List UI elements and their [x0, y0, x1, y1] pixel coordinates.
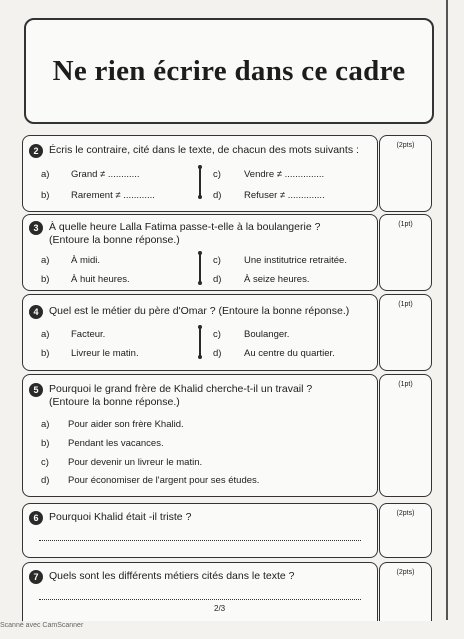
- question-3-box: [22, 214, 378, 291]
- points-box: [379, 294, 432, 371]
- question-6-text: Pourquoi Khalid était -il triste ?: [49, 511, 192, 523]
- option-letter: d): [213, 274, 222, 285]
- points-box: [379, 562, 432, 621]
- question-2-box: [22, 135, 378, 212]
- question-number: 7: [29, 570, 43, 584]
- option-text[interactable]: Pour économiser de l'argent pour ses études.: [68, 475, 260, 486]
- column-divider: [199, 254, 201, 282]
- question-3-instruction: (Entoure la bonne réponse.): [49, 234, 180, 246]
- option-text[interactable]: À seize heures.: [244, 274, 310, 285]
- page-edge: [446, 0, 448, 620]
- option-letter: d): [213, 190, 222, 201]
- option-letter: b): [41, 274, 50, 285]
- option-letter: a): [41, 329, 50, 340]
- option-text[interactable]: Boulanger.: [244, 329, 290, 340]
- option-text[interactable]: Une institutrice retraitée.: [244, 255, 347, 266]
- page-number: 2/3: [214, 604, 226, 613]
- option-text[interactable]: À huit heures.: [71, 274, 130, 285]
- option-text[interactable]: Pendant les vacances.: [68, 438, 164, 449]
- points-label: (1pt): [398, 381, 413, 388]
- points-label: (1pt): [398, 221, 413, 228]
- option-letter: a): [41, 419, 50, 430]
- points-box: [379, 503, 432, 558]
- question-3-header: [29, 221, 320, 247]
- answer-line[interactable]: [39, 599, 361, 600]
- points-label: (2pts): [396, 142, 415, 149]
- option-text[interactable]: Pour aider son frère Khalid.: [68, 419, 184, 430]
- question-6-header: [29, 511, 191, 525]
- option-letter: d): [213, 348, 222, 359]
- column-divider: [199, 168, 201, 196]
- points-box: [379, 135, 432, 212]
- points-label: (2pts): [396, 510, 415, 517]
- question-4-header: [29, 305, 349, 319]
- question-5-text: Pourquoi le grand frère de Khalid cherche-t-il un travail ?: [49, 383, 313, 395]
- question-7-header: [29, 570, 295, 584]
- option-text[interactable]: À midi.: [71, 255, 101, 266]
- divider-dot: [198, 281, 202, 285]
- question-5-instruction: (Entoure la bonne réponse.): [49, 396, 180, 408]
- question-5-box: [22, 374, 378, 497]
- points-label: (1pt): [398, 301, 413, 308]
- option-letter: c): [213, 255, 221, 266]
- option-letter: c): [213, 329, 221, 340]
- divider-dot: [198, 195, 202, 199]
- option-letter: c): [213, 169, 221, 180]
- option-text: Refuser ≠ ..............: [244, 190, 325, 201]
- option-text[interactable]: Facteur.: [71, 329, 106, 340]
- option-text[interactable]: Livreur le matin.: [71, 348, 139, 359]
- question-number: 2: [29, 144, 43, 158]
- question-2-header: [29, 144, 359, 158]
- option-letter: d): [41, 475, 50, 486]
- question-number: 6: [29, 511, 43, 525]
- question-number: 5: [29, 383, 43, 397]
- option-letter: b): [41, 348, 50, 359]
- page-title: Ne rien écrire dans ce cadre: [52, 54, 406, 87]
- points-box: [379, 214, 432, 291]
- option-letter: b): [41, 190, 50, 201]
- question-7-text: Quels sont les différents métiers cités dans le texte ?: [49, 570, 295, 582]
- option-text[interactable]: Pour devenir un livreur le matin.: [68, 457, 203, 468]
- question-2-text: Écris le contraire, cité dans le texte, de chacun des mots suivants :: [49, 144, 359, 156]
- scanner-watermark: Scanné avec CamScanner: [0, 622, 84, 629]
- question-4-text: Quel est le métier du père d'Omar ? (Entoure la bonne réponse.): [49, 305, 350, 317]
- option-letter: a): [41, 169, 50, 180]
- points-label: (2pts): [396, 569, 415, 576]
- answer-line[interactable]: [39, 540, 361, 541]
- question-5-header: [29, 383, 312, 409]
- option-letter: a): [41, 255, 50, 266]
- title-frame: [24, 18, 434, 124]
- option-text[interactable]: Au centre du quartier.: [244, 348, 335, 359]
- question-number: 4: [29, 305, 43, 319]
- option-text: Rarement ≠ ............: [71, 190, 155, 201]
- option-text: Grand ≠ ............: [71, 169, 140, 180]
- question-4-box: [22, 294, 378, 371]
- column-divider: [199, 328, 201, 356]
- question-number: 3: [29, 221, 43, 235]
- option-text: Vendre ≠ ...............: [244, 169, 325, 180]
- option-letter: c): [41, 457, 49, 468]
- question-7-box: [22, 562, 378, 621]
- points-box: [379, 374, 432, 497]
- option-letter: b): [41, 438, 50, 449]
- question-3-text: À quelle heure Lalla Fatima passe-t-elle à la boulangerie ?: [49, 221, 321, 233]
- divider-dot: [198, 355, 202, 359]
- question-6-box: [22, 503, 378, 558]
